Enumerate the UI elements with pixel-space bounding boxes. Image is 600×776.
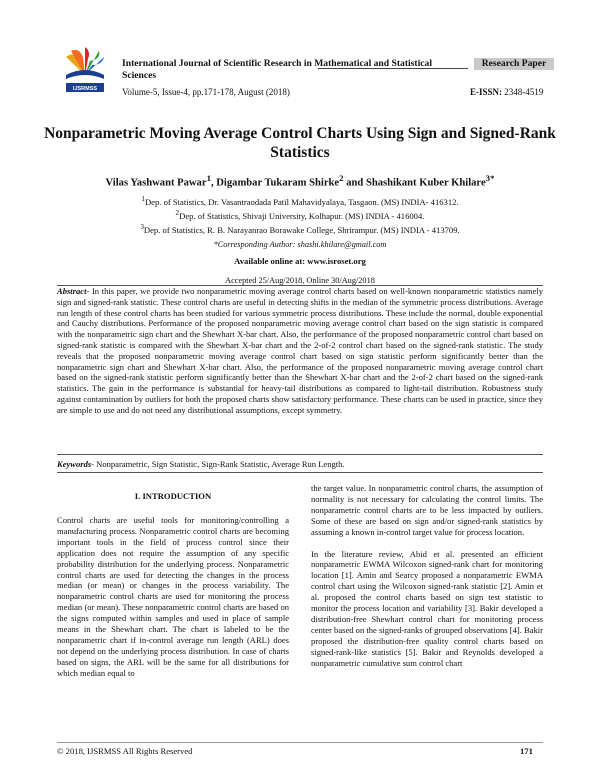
- paragraph: Control charts are useful tools for monitoring/controlling a manufacturing process. Nonparametric control charts are becoming important tools in the field of process control since their application does not require the assumption of any specific probability distribution for the underlying process. Nonparametric control charts are used for detecting the changes in the process median (or mean) or changes in the process variability. The nonparametric control charts are used for monitoring the process median (or mean). These nonparametric control charts are based on the signs computed within samples and used in place of sample means in the Shewhart chart. The chart is labeled to be the nonparametric chart if in-control average run length (ARL) does not depend on the underlying process distribution. In case of charts based on signs, the ARL will be the same for all distributions for which median equal to: [57, 515, 289, 678]
- section-heading: I. INTRODUCTION: [134, 491, 212, 501]
- affiliation: $^1$Dep. of Statistics, Dr. Vasantraodada Patil Mahavidyalaya, Tasgaon. (MS) INDIA- 416312.: [141, 195, 459, 207]
- logo-text: IJSRMSS: [72, 86, 98, 92]
- keywords-label: Keywords-: [57, 459, 95, 469]
- issn: [470, 87, 543, 97]
- accepted-date: Accepted 25/Aug/2018, Online 30/Aug/2018: [225, 276, 375, 285]
- author-separator: ,: [210, 177, 217, 189]
- journal-name: International Journal of Scientific Research in Mathematical and Statistical Sciences: [122, 58, 432, 81]
- keywords-text: Nonparametric, Sign Statistic, Sign-Rank Statistic, Average Run Length.: [94, 459, 345, 469]
- keywords-bottom-rule: [57, 472, 543, 473]
- article-title: Nonparametric Moving Average Control Charts Using Sign and Signed-Rank Statistics: [44, 125, 556, 161]
- left-column: [57, 515, 289, 679]
- right-column: [311, 483, 543, 669]
- keywords: [57, 459, 543, 469]
- abstract-label: Abstract-: [57, 286, 90, 296]
- author-sup: 2: [339, 173, 344, 183]
- header-rule: [318, 68, 468, 69]
- issn-label: E-ISSN:: [470, 87, 503, 97]
- issn-value: 2348-4519: [504, 87, 544, 97]
- author-name: Digambar Tukaram Shirke: [216, 177, 340, 189]
- corresponding-author: *Corresponding Author: shashi.khilare@gmail.com: [213, 240, 387, 249]
- journal-logo: [60, 45, 110, 97]
- author-sup: 1: [206, 173, 211, 183]
- volume-info: Volume-5, Issue-4, pp.171-178, August (2018): [122, 87, 290, 97]
- author-separator: and: [343, 177, 366, 189]
- footer-rule: [57, 742, 543, 743]
- paper-type-badge: Research Paper: [474, 58, 554, 70]
- paragraph: the target value. In nonparametric control charts, the assumption of normality is not necessary for calculating the control limits. The nonparametric control charts are to be less impacted by outliers. Some of these are based on sign and/or signed-rank statistics by assuming a known in-control target value for process location.: [311, 483, 543, 537]
- affiliations: [40, 194, 560, 236]
- affiliation: $^2$Dep. of Statistics, Shivaji University, Kolhapur. (MS) INDIA - 416004.: [175, 208, 425, 221]
- paragraph: In the literature review, Abid et al. presented an efficient nonparametric EWMA Wilcoxon signed-rank chart for monitoring location [1]. Amin and Searcy proposed a nonparametric EWMA control chart using the Wilcoxon signed-rank statistic [2]. Amin et al. proposed the control charts based on sign test statistic to monitor the process location and variability [3]. Bakir developed a distribution-free Shewhart control chart for monitoring process center based on the signed-ranks of grouped observations [4]. Bakir proposed the distribution-free quality control charts based on signed-rank-like statistics [5]. Bakir and Reynolds developed a nonparametric cumulative sum control chart: [311, 548, 543, 668]
- author-list: [40, 173, 560, 189]
- journal-logo-graphic: [60, 45, 110, 97]
- author-sup: 3*: [485, 173, 495, 183]
- affiliation: $^3$Dep. of Statistics, R. B. Narayanrao Borawake College, Shrirampur. (MS) INDIA - 413709.: [140, 222, 460, 235]
- author-name: Shashikant Kuber Khilare: [365, 177, 486, 189]
- footer-copyright: © 2018, IJSRMSS All Rights Reserved: [57, 746, 193, 756]
- abstract: [57, 286, 543, 416]
- author-name: Vilas Yashwant Pawar: [105, 177, 207, 189]
- page-number: 171: [520, 746, 533, 756]
- abstract-text: In this paper, we provide two nonparametric moving average control charts based on well-known nonparametric statistics namely sign and signed-rank statistic. These control charts are useful in detecting shifts in the median of the symmetric process distributions. Average run length of these control charts has been studied for various symmetric process distributions. These include the normal, double exponential and Cauchy distributions. Performance of the proposed nonparametric moving average control chart based on the sign statistic is compared with the nonparametric sign chart and the Shewhart X-bar chart. Also, the performance of the proposed nonparametric control chart based on signed-rank statistic is compared with the Shewhart X-bar chart and the 2-of-2 control chart based on the signed-rank statistic. The study reveals that the proposed nonparametric moving average control chart based on sign statistic perform significantly better than the nonparametric sign chart and Shewhart X-bar chart. Also, the performance of the proposed nonparametric moving average control chart based on the signed-rank statistic perform significantly better than the Shewhart X-bar chart and the 2-of-2 chart based on the signed-rank statistics. The gain in the performance is substantial for heavy-tail distributions as compared to light-tail distribution. Robustness study against contamination by outliers for both the proposed charts show satisfactory performance. These charts can be used in practice, since they are simple to use and do not need any distributional assumptions, except symmetry.: [57, 286, 543, 415]
- available-online: Available online at: www.isroset.org: [234, 256, 366, 266]
- abstract-bottom-rule: [57, 454, 543, 455]
